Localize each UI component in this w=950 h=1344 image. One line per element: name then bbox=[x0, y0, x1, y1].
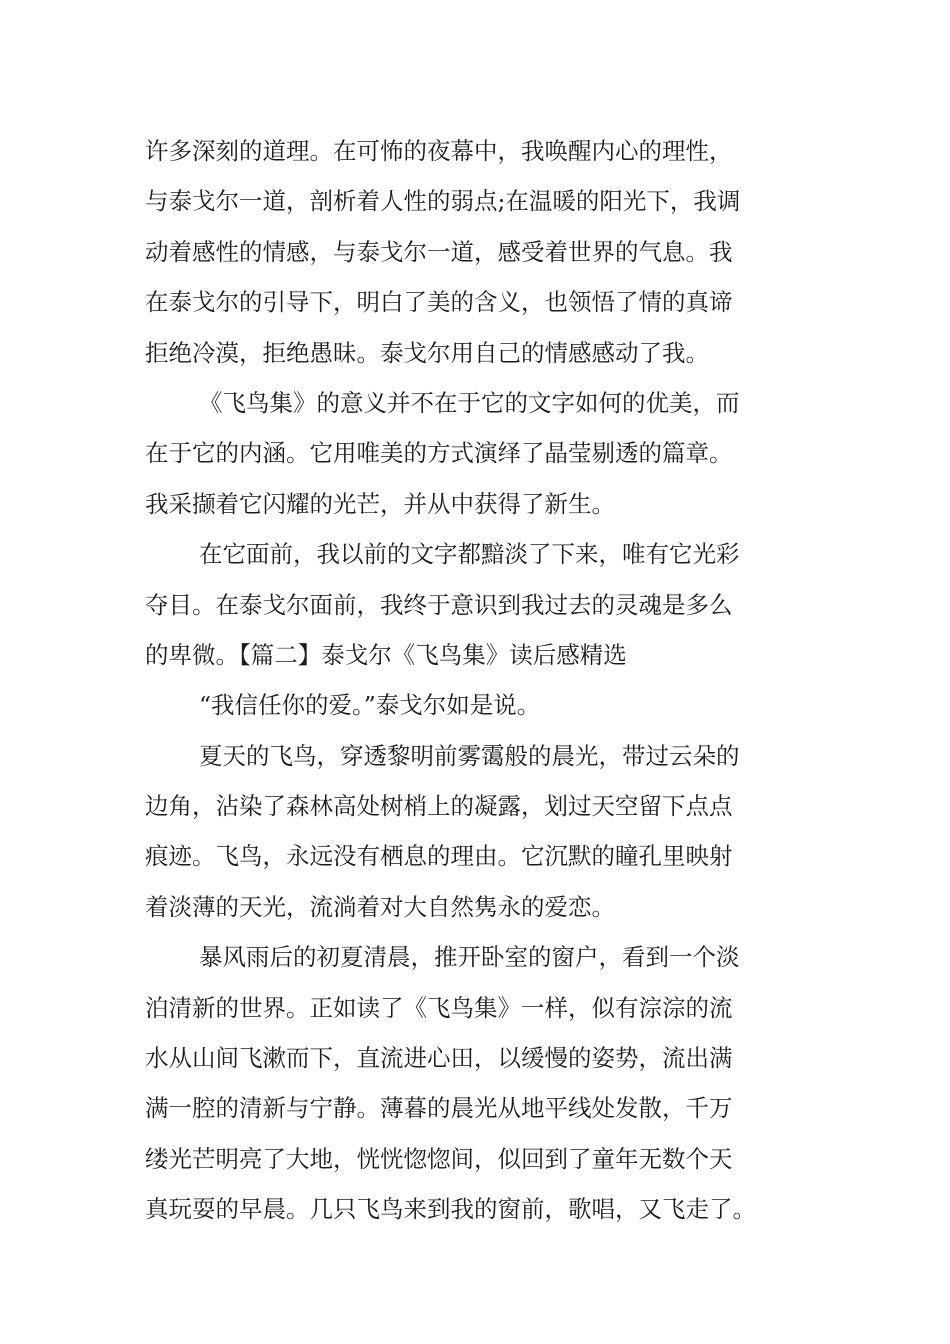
paragraph-start-line: 《飞鸟集》的意义并不在于它的文字如何的优美，而 bbox=[199, 388, 740, 417]
text-line: 水从山间飞漱而下，直流进心田，以缓慢的姿势，流出满 bbox=[145, 1044, 733, 1073]
text-line: 与泰戈尔一道，剖析着人性的弱点;在温暖的阳光下，我调 bbox=[145, 187, 741, 216]
document-body bbox=[145, 126, 810, 1235]
text-line: 夺目。在泰戈尔面前，我终于意识到我过去的灵魂是多么 bbox=[145, 590, 733, 619]
text-line: 在于它的内涵。它用唯美的方式演绎了晶莹剔透的篇章。 bbox=[145, 439, 733, 468]
text-line: 边角，沾染了森林高处树梢上的凝露，划过天空留下点点 bbox=[145, 792, 733, 821]
text-line: 满一腔的清新与宁静。薄暮的晨光从地平线处发散，千万 bbox=[145, 1094, 733, 1123]
text-line: 真玩耍的早晨。几只飞鸟来到我的窗前，歌唱，又飞走了。 bbox=[145, 1195, 756, 1224]
paragraph-start-line: “我信任你的爱。”泰戈尔如是说。 bbox=[199, 691, 541, 720]
text-line: 的卑微。【篇二】泰戈尔《飞鸟集》读后感精选 bbox=[145, 640, 627, 669]
paragraph-start-line: 暴风雨后的初夏清晨，推开卧室的窗户，看到一个淡 bbox=[199, 943, 740, 972]
text-line: 我采撷着它闪耀的光芒，并从中获得了新生。 bbox=[145, 489, 615, 518]
paragraph-start-line: 在它面前，我以前的文字都黯淡了下来，唯有它光彩 bbox=[199, 540, 740, 569]
paragraph-start-line: 夏天的飞鸟，穿透黎明前雾霭般的晨光，带过云朵的 bbox=[199, 741, 740, 770]
text-line: 缕光芒明亮了大地，恍恍惚惚间，似回到了童年无数个天 bbox=[145, 1144, 733, 1173]
text-line: 在泰戈尔的引导下，明白了美的含义，也领悟了情的真谛 bbox=[145, 288, 733, 317]
text-line: 着淡薄的天光，流淌着对大自然隽永的爱恋。 bbox=[145, 892, 615, 921]
text-line: 许多深刻的道理。在可怖的夜幕中，我唤醒内心的理性， bbox=[145, 137, 733, 165]
text-line: 动着感性的情感，与泰戈尔一道，感受着世界的气息。我 bbox=[145, 237, 733, 266]
text-line: 拒绝冷漠，拒绝愚昧。泰戈尔用自己的情感感动了我。 bbox=[145, 338, 709, 367]
text-line: 泊清新的世界。正如读了《飞鸟集》一样，似有淙淙的流 bbox=[145, 993, 733, 1022]
text-line: 痕迹。飞鸟，永远没有栖息的理由。它沉默的瞳孔里映射 bbox=[145, 842, 733, 871]
